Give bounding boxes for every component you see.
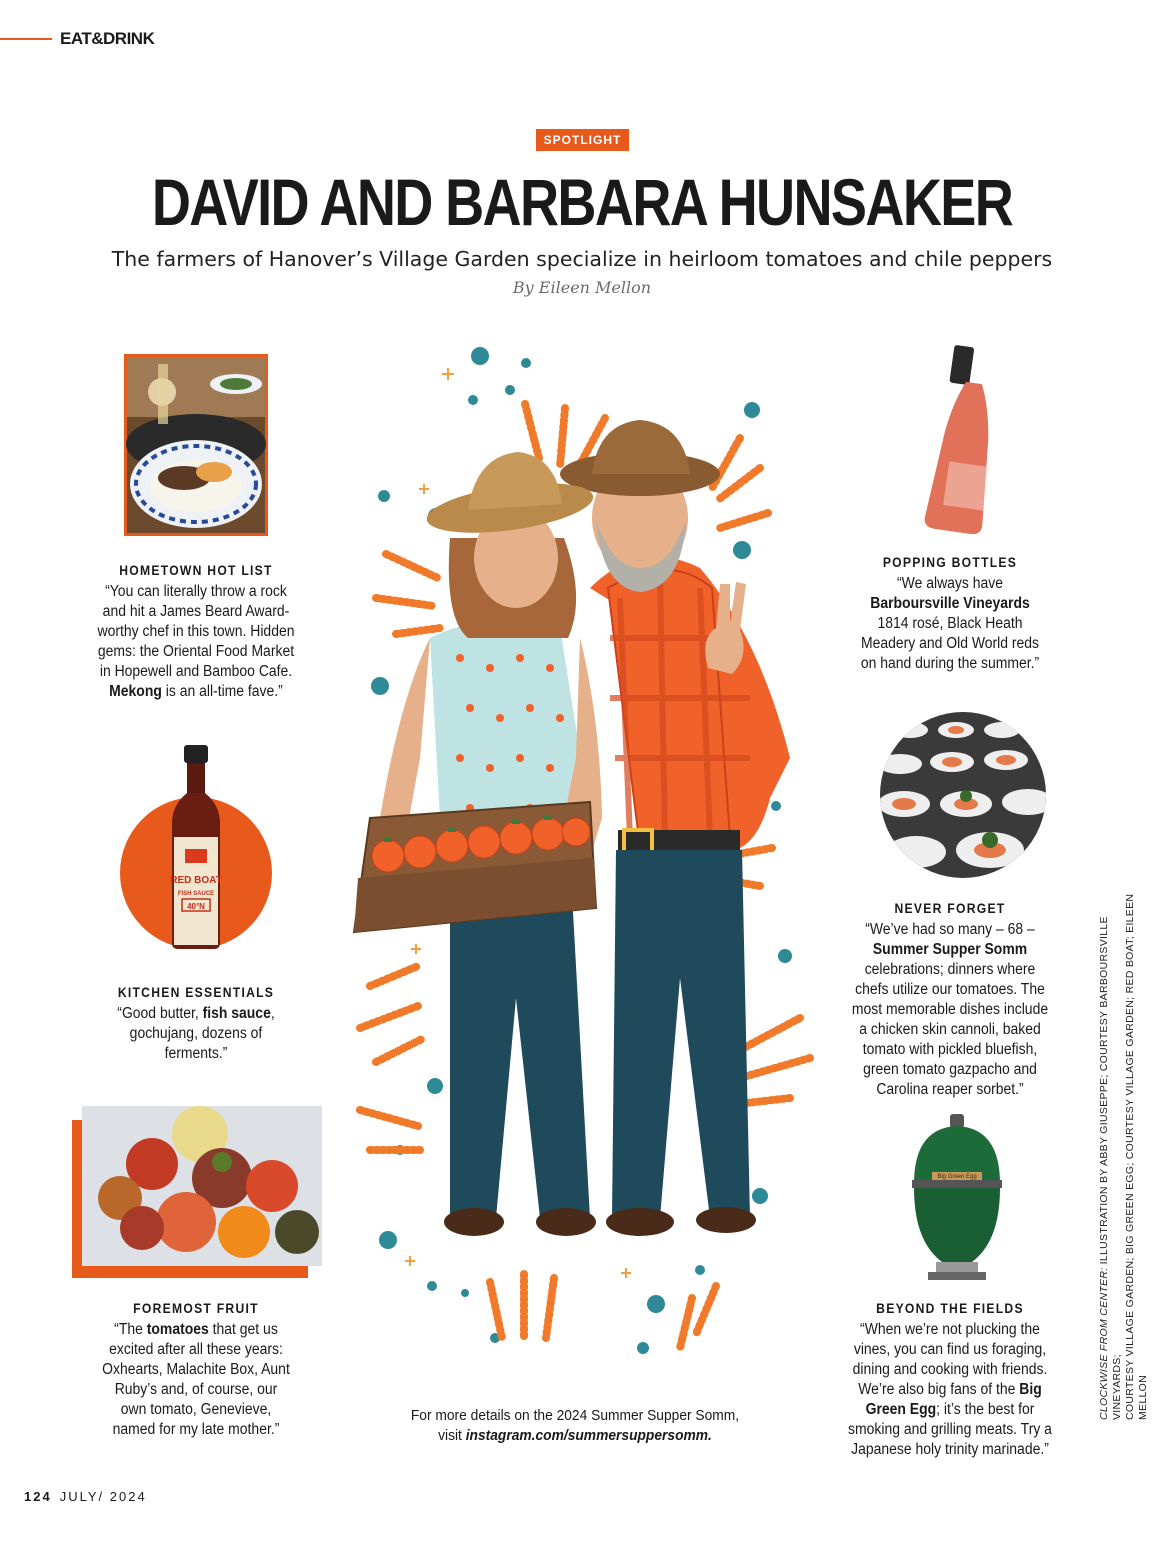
blurb-text: is an all-time fave.”	[161, 683, 283, 700]
fish-sauce-sub-label: FISH SAUCE	[177, 891, 215, 897]
credit-line: ILLUSTRATION BY ABBY GIUSEPPE; COURTESY BARBOURSVILLE VINEYARDS;	[1098, 916, 1123, 1420]
blurb-never-forget	[847, 899, 1052, 1100]
blurb-bold: Big Green Egg	[865, 1381, 1042, 1418]
rose-wine-bottle-photo	[924, 344, 1008, 534]
photo-credit	[1098, 880, 1149, 1420]
folio	[24, 1489, 147, 1504]
fish-sauce-grade-label: 40°N	[187, 902, 205, 911]
heirloom-tomatoes-photo	[72, 1106, 322, 1278]
blurb-kitchen	[101, 983, 292, 1064]
blurb-text: that get us excited after all these years: Oxhearts, Malachite Box, Aunt Ruby’s and, of course, our own tomato, Genevieve, named for my late mother.”	[102, 1321, 290, 1438]
more-info-line: For more details on the 2024 Summer Supper Somm,	[410, 1407, 740, 1424]
credit-line: COURTESY VILLAGE GARDEN; BIG GREEN EGG; COURTESY VILLAGE GARDEN; RED BOAT; EILEEN MELLON	[1124, 893, 1149, 1420]
big-green-egg-photo	[908, 1114, 1006, 1282]
blurb-text: “You can literally throw a rock and hit a James Beard Award-worthy chef in this town. Hidden gems: the Oriental Food Market in Hopewell and Bamboo Cafe.	[97, 583, 295, 680]
blurb-hometown	[96, 561, 296, 702]
blurb-text: “When we’re not plucking the vines, you can find us foraging, dining and cooking with friends. We’re also big fans of the	[852, 1321, 1048, 1398]
credit-lead: CLOCKWISE FROM CENTER:	[1098, 1264, 1110, 1420]
blurb-text: , gochujang, dozens of ferments.”	[129, 1005, 275, 1062]
blurb-text: celebrations; dinners where chefs utilize our tomatoes. The most memorable dishes include a chicken skin cannoli, baked tomato with pickled bluefish, green tomato gazpacho and Carolina reaper sorbet.”	[851, 961, 1049, 1098]
blurb-text: 1814 rosé, Black Heath Meadery and Old World reds on hand during the summer.”	[860, 615, 1040, 672]
blurb-fruit	[101, 1299, 292, 1440]
food-plate-photo	[124, 354, 268, 536]
farmers-illustration	[340, 338, 820, 1398]
blurb-title: POPPING BOTTLES	[882, 555, 1018, 570]
more-info-link[interactable]: instagram.com/summersuppersomm.	[465, 1427, 712, 1444]
blurb-bold: Summer Supper Somm	[872, 941, 1028, 958]
blurb-text: ; it’s the best for smoking and grilling meats. Try a Japanese holy trinity marinade.”	[848, 1401, 1052, 1458]
blurb-text: “The	[114, 1321, 147, 1338]
subtitle: The farmers of Hanover’s Village Garden specialize in heirloom tomatoes and chile peppers	[111, 247, 1053, 271]
blurb-title: NEVER FORGET	[894, 901, 1006, 916]
blurb-bold: tomatoes	[146, 1321, 209, 1338]
blurb-bold: fish sauce	[202, 1005, 271, 1022]
issue-date: JULY/ 2024	[59, 1489, 147, 1504]
blurb-text: “Good butter,	[117, 1005, 203, 1022]
fish-sauce-label: RED BOAT	[170, 875, 222, 886]
page-number: 124	[24, 1489, 52, 1504]
blurb-beyond-fields	[846, 1299, 1055, 1460]
page-title: DAVID AND BARBARA HUNSAKER	[151, 165, 1013, 239]
blurb-bottles	[858, 553, 1042, 674]
fish-sauce-bottle-photo	[120, 745, 272, 950]
byline: By Eileen Mellon	[512, 278, 652, 297]
blurb-text: “We always have	[897, 575, 1003, 592]
blurb-title: HOMETOWN HOT LIST	[119, 563, 273, 578]
blurb-text: “We’ve had so many – 68 –	[865, 921, 1035, 938]
plated-dinner-photo	[880, 712, 1046, 878]
blurb-bold: Mekong	[109, 683, 162, 700]
section-rule	[0, 38, 52, 40]
more-info-prefix: visit	[438, 1427, 466, 1444]
more-info	[400, 1406, 750, 1446]
blurb-title: BEYOND THE FIELDS	[876, 1301, 1024, 1316]
egg-brand-label: Big Green Egg	[937, 1174, 977, 1180]
section-label: EAT&DRINK	[60, 29, 155, 48]
blurb-bold: Barboursville Vineyards	[870, 595, 1030, 612]
spotlight-tag: SPOTLIGHT	[536, 129, 629, 151]
blurb-title: KITCHEN ESSENTIALS	[117, 985, 275, 1000]
blurb-title: FOREMOST FRUIT	[133, 1301, 259, 1316]
